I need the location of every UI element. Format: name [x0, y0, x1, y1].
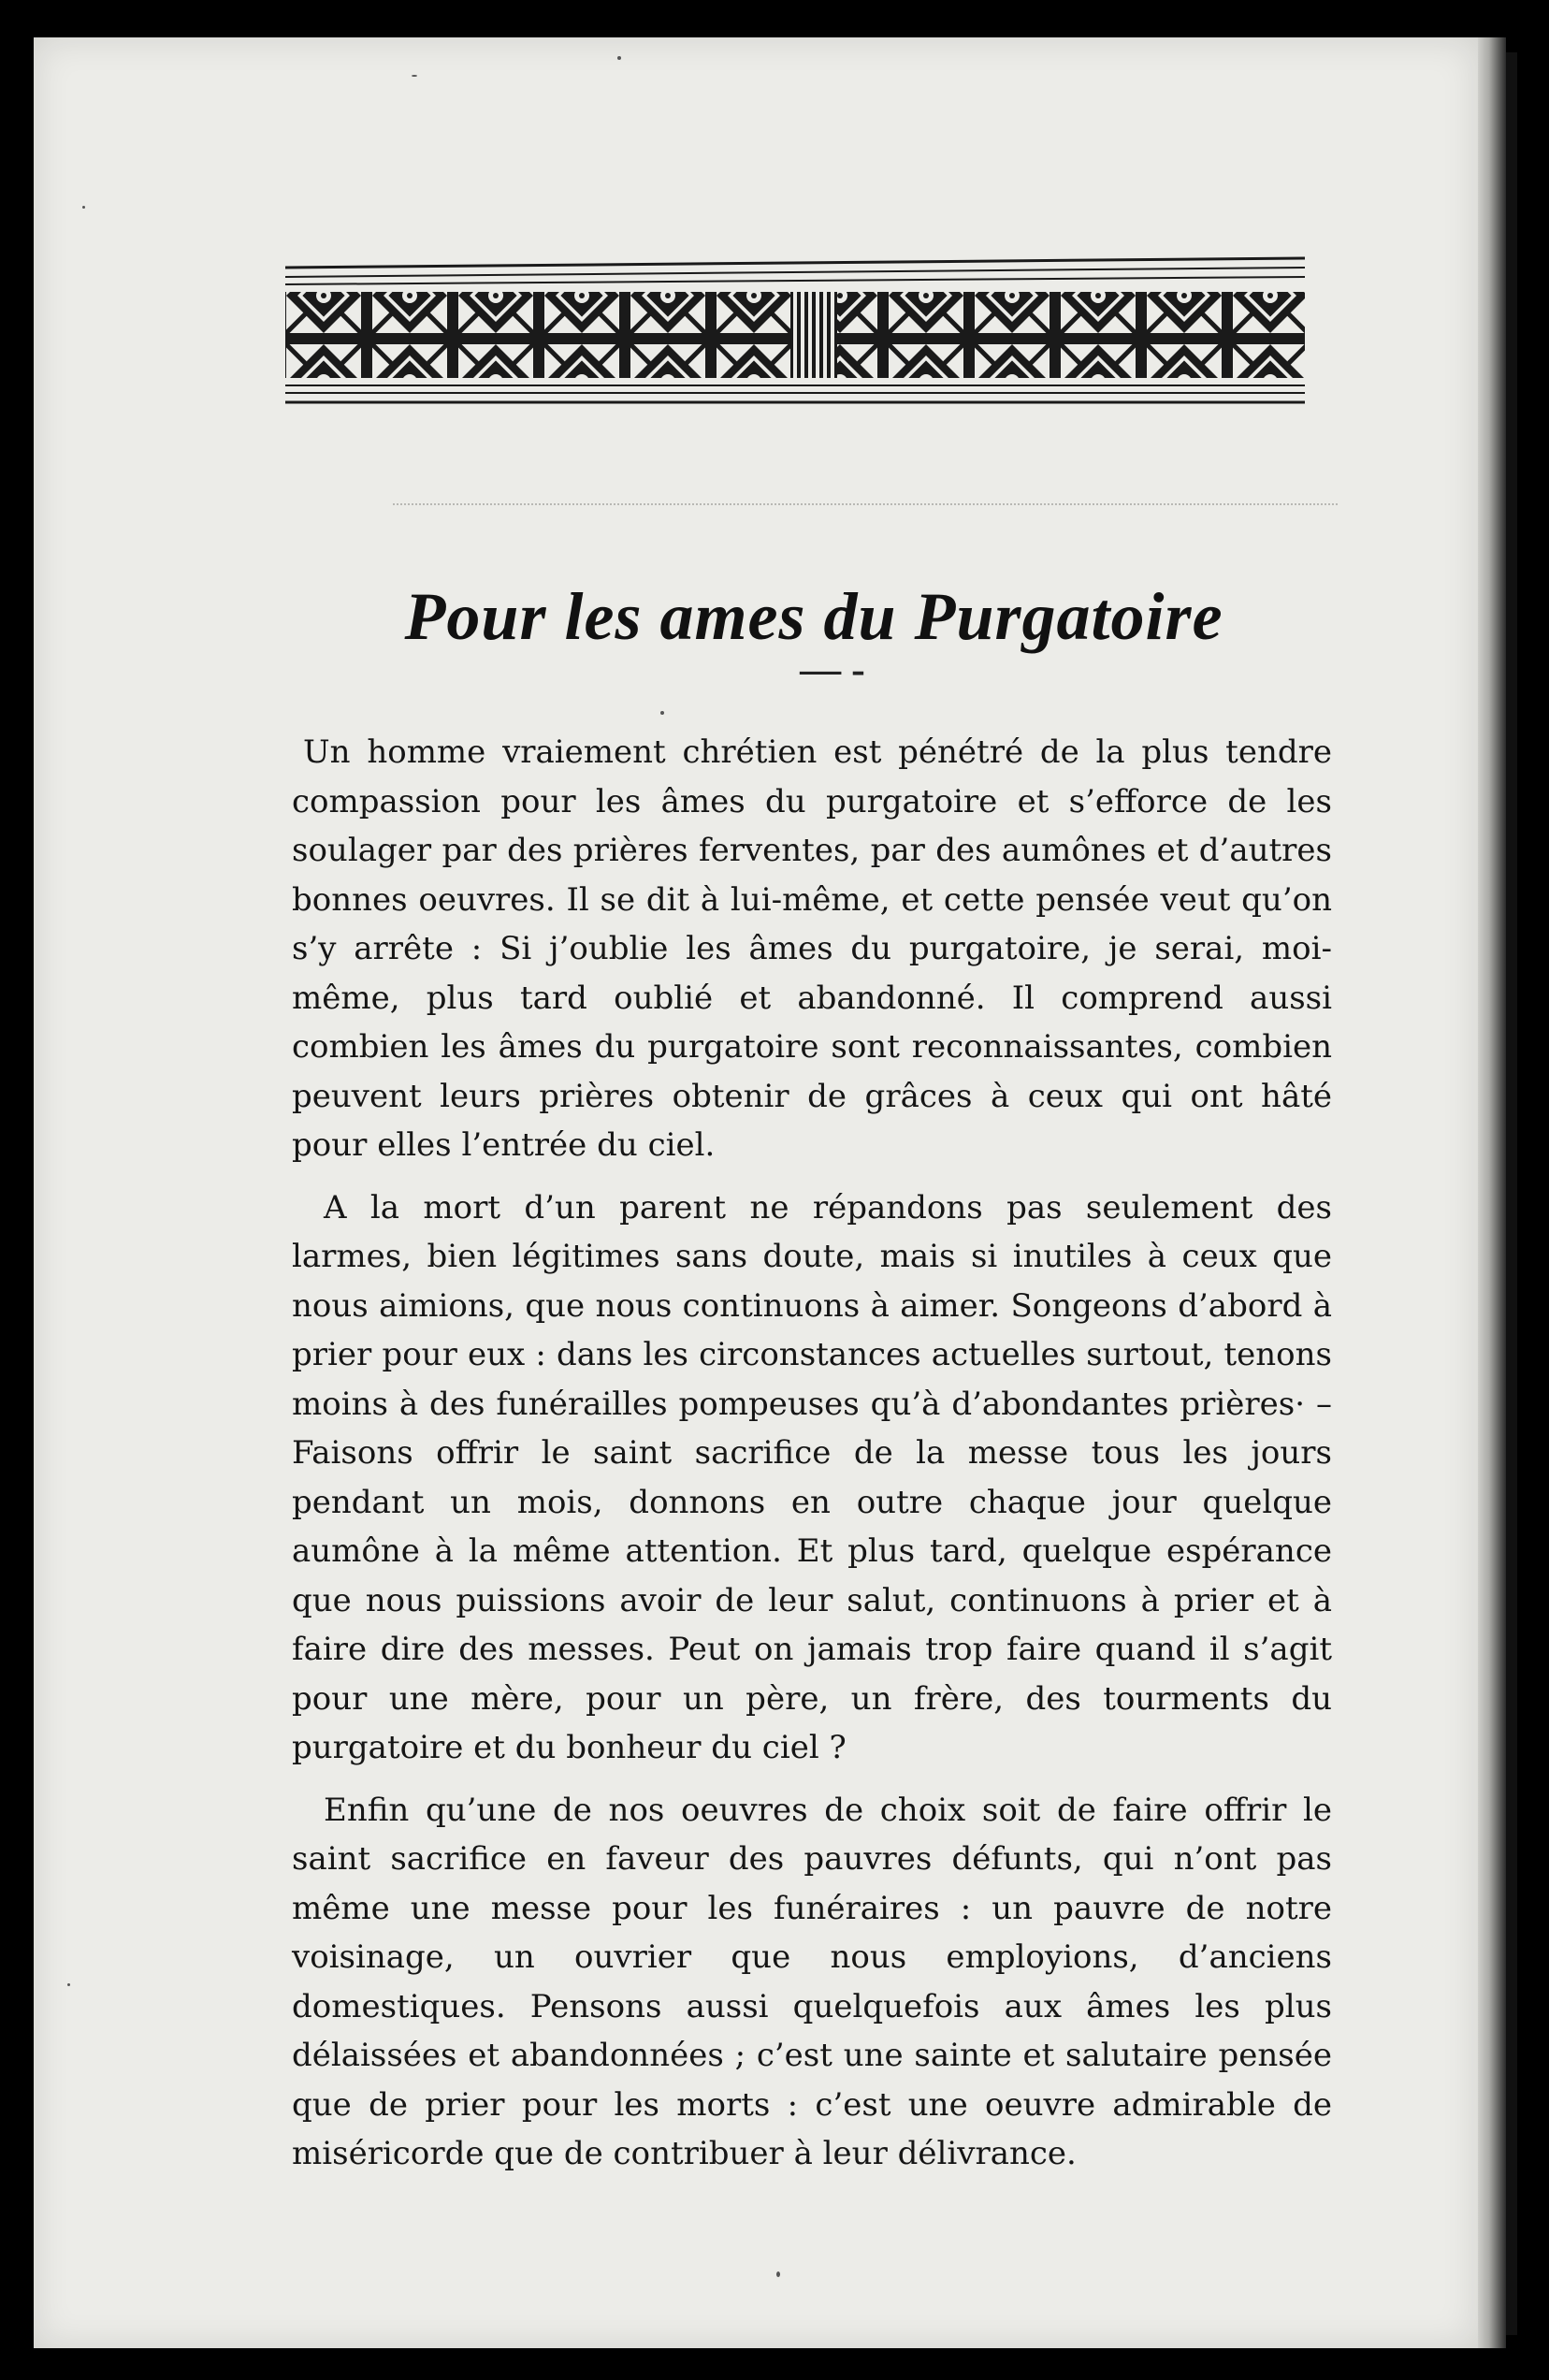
paragraph: A la mort d’un parent ne répandons pas seulement des larmes, bien légitimes sans doute, mais si inutiles à ceux que nous aimions, que nous continuons à aimer. Songeons d’abord à prier pour eux : dans les circonstances actuelles surtout, tenons moins à des funérailles pompeuses qu’à d’abondantes prières· – Faisons offrir le saint sacrifice de la messe tous les jours pendant un mois, donnons en outre chaque jour quelque aumône à la même attention. Et plus tard, quelque espérance que nous puissions avoir de leur salut, continuons à prier et à faire dire des messes. Peut on jamais trop faire quand il s’agit pour une mère, pour un père, un frère, des tourments du purgatoire et du bonheur du ciel ?: [292, 1188, 1332, 1766]
faint-rule: [393, 503, 1338, 505]
page-title: Pour les ames du Purgatoire: [404, 579, 1223, 655]
ornamental-border-icon: [281, 253, 1310, 412]
next-page-edge: [1506, 52, 1517, 2335]
paragraph: Un homme vraiement chrétien est pénétré de la plus tendre compassion pour les âmes du purgatoire et s’efforce de les soulager par des prières ferventes, par des aumônes et d’autres bonnes oeuvres. Il se dit à lui-même, et cette pensée veut qu’on s’y arrête : Si j’oublie les âmes du purgatoire, je serai, moi-même, plus tard oublié et abandonné. Il comprend aussi combien les âmes du purgatoire sont reconnaissantes, combien peuvent leurs prières obtenir de grâces à ceux qui ont hâté pour elles l’entrée du ciel.: [292, 733, 1332, 1164]
title-separator: — -: [800, 646, 865, 692]
page-fold-shadow: [1478, 37, 1506, 2348]
paragraph: Enfin qu’une de nos oeuvres de choix soit de faire offrir le saint sacrifice en faveur des pauvres défunts, qui n’ont pas même une messe pour les funéraires : un pauvre de notre voisinage, un ouvrier que nous employions, d’anciens domestiques. Pensons aussi quelquefois aux âmes les plus délaissées et abandonnées ; c’est une sainte et salutaire pensée que de prier pour les morts : c’est une oeuvre admirable de miséricorde que de contribuer à leur délivrance.: [292, 1791, 1332, 2172]
body-text: [292, 728, 1332, 2179]
